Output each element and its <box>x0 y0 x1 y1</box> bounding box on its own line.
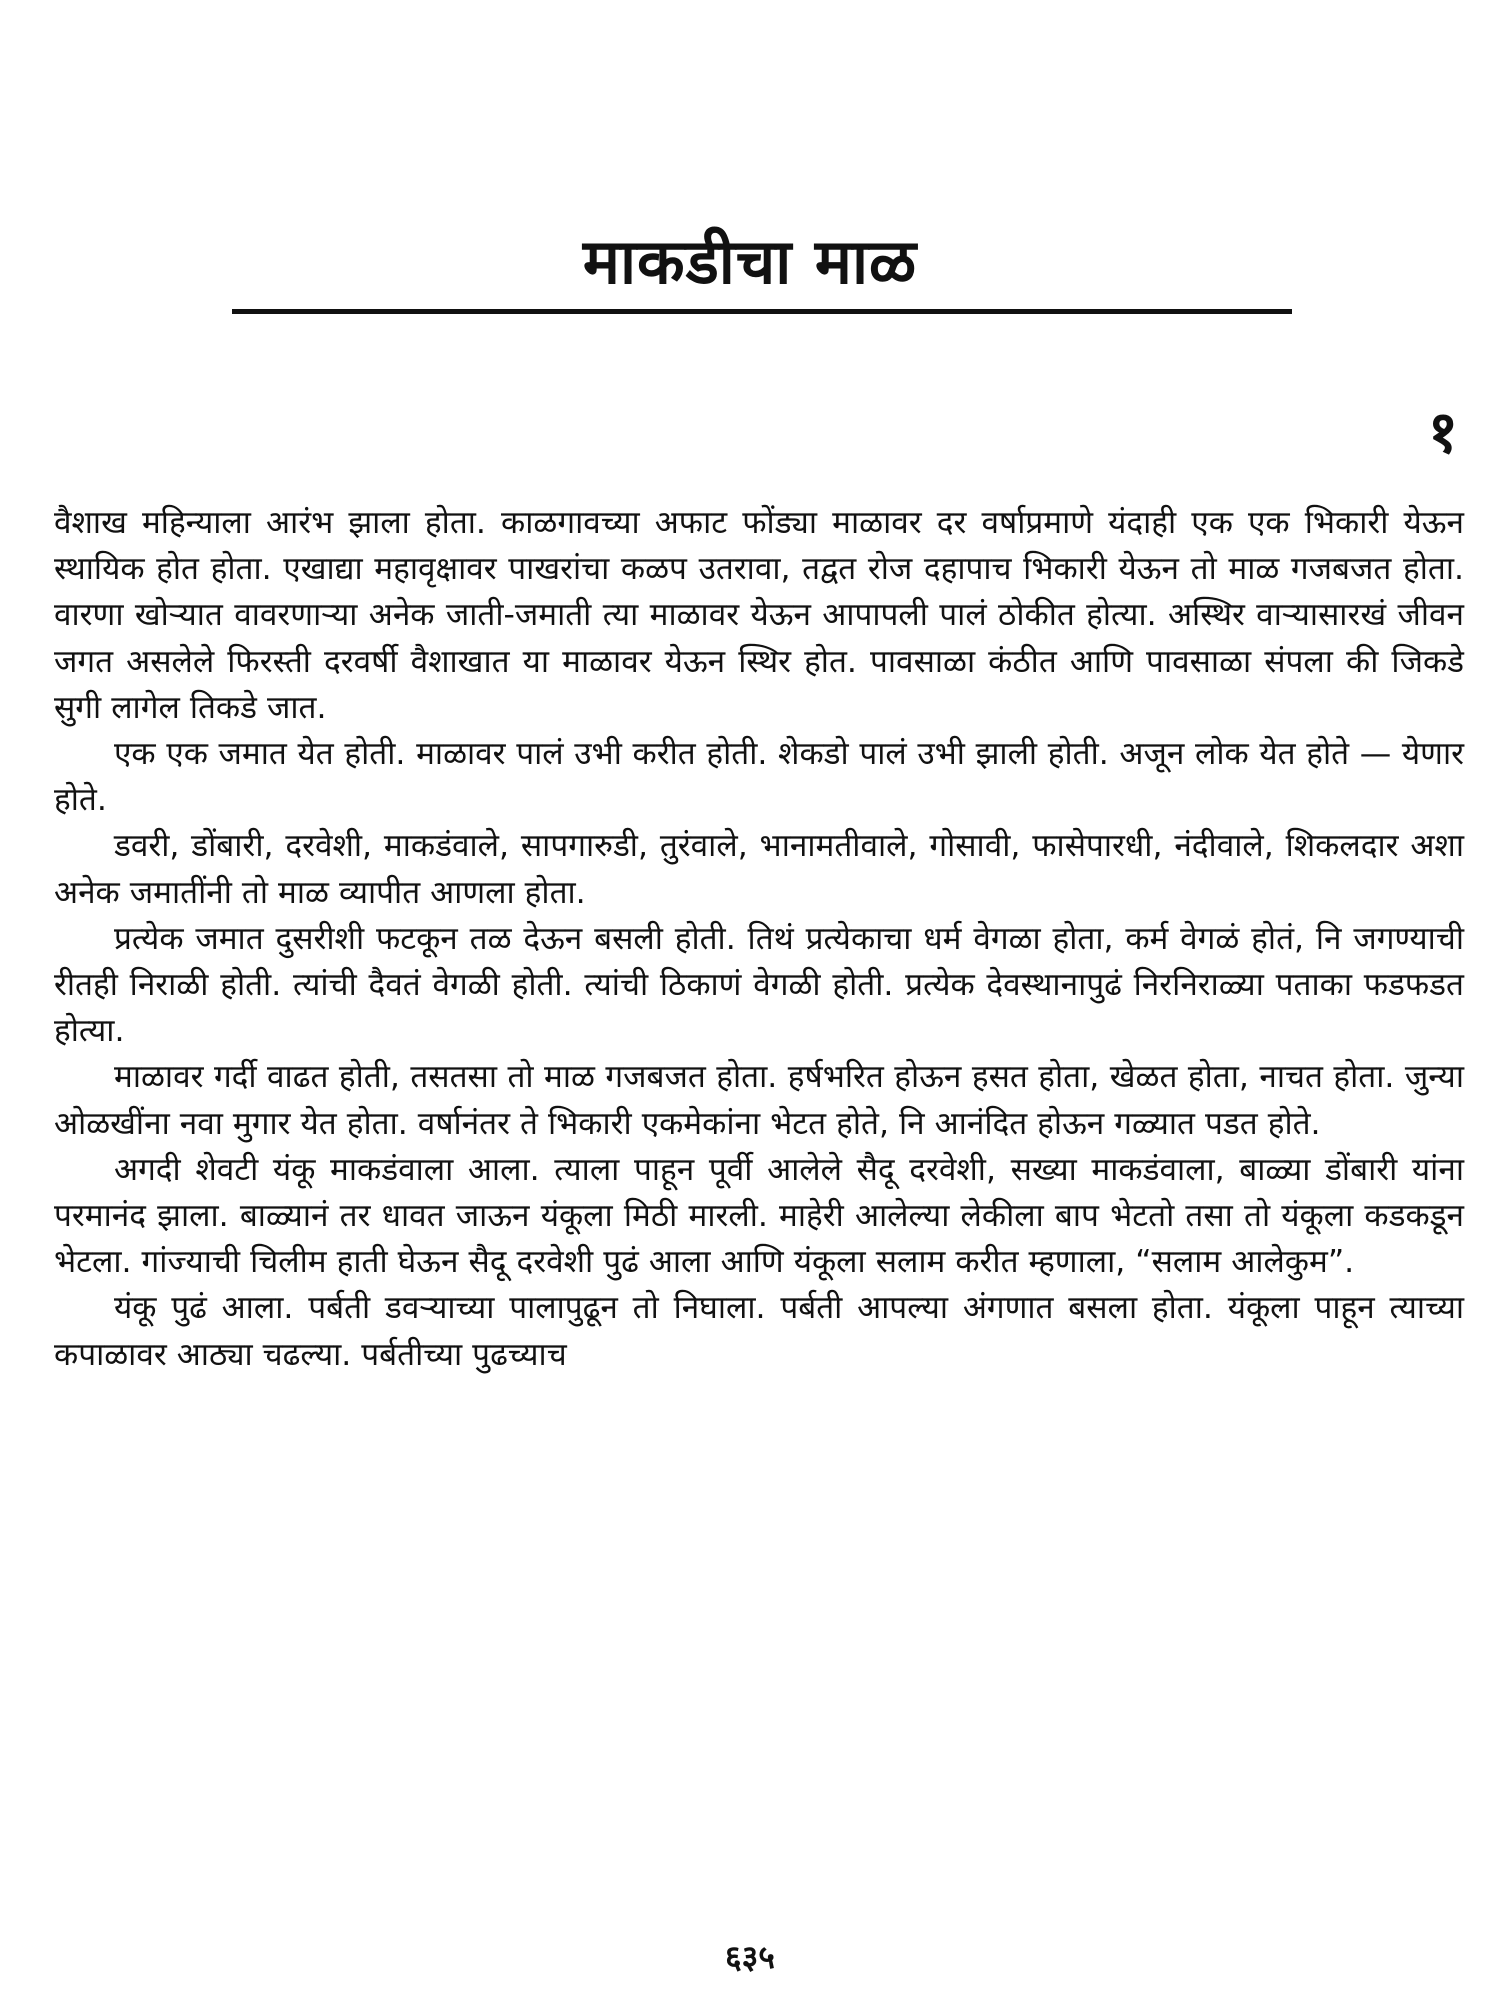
paragraph: माळावर गर्दी वाढत होती, तसतसा तो माळ गजबजत होता. हर्षभरित होऊन हसत होता, खेळत होता, नाचत होता. जुन्या ओळखींना नवा मुगार येत होता. वर्षानंतर ते भिकारी एकमेकांना भेटत होते, नि आनंदित होऊन गळ्यात पडत होते. <box>54 1059 1464 1142</box>
page-number: ६३५ <box>725 1938 775 1976</box>
paragraph: डवरी, डोंबारी, दरवेशी, माकडंवाले, सापगारुडी, तुरंवाले, भानामतीवाले, गोसावी, फासेपारधी, नंदीवाले, शिकलदार अशा अनेक जमातींनी तो माळ व्यापीत आणला होता. <box>54 828 1464 911</box>
section-number: १ <box>1427 398 1458 466</box>
paragraph: यंकू पुढं आला. पर्बती डवऱ्याच्या पालापुढून तो निघाला. पर्बती आपल्या अंगणात बसला होता. यंकूला पाहून त्याच्या कपाळावर आठ्या चढल्या. पर्बतीच्या पुढच्याच <box>54 1290 1464 1373</box>
paragraph: एक एक जमात येत होती. माळावर पालं उभी करीत होती. शेकडो पालं उभी झाली होती. अजून लोक येत होते — येणार होते. <box>54 736 1464 819</box>
chapter-title: माकडीचा माळ <box>582 225 918 298</box>
chapter-body <box>54 500 1464 1378</box>
paragraph: अगदी शेवटी यंकू माकडंवाला आला. त्याला पाहून पूर्वी आलेले सैदू दरवेशी, सख्या माकडंवाला, बाळ्या डोंबारी यांना परमानंद झाला. बाळ्यानं तर धावत जाऊन यंकूला मिठी मारली. माहेरी आलेल्या लेकीला बाप भेटतो तसा तो यंकूला कडकडून भेटला. गांज्याची चिलीम हाती घेऊन सैदू दरवेशी पुढं आला आणि यंकूला सलाम करीत म्हणाला, “सलाम आलेकुम”. <box>54 1151 1464 1281</box>
title-underline-rule <box>232 309 1292 314</box>
paragraph: प्रत्येक जमात दुसरीशी फटकून तळ देऊन बसली होती. तिथं प्रत्येकाचा धर्म वेगळा होता, कर्म वेगळं होतं, नि जगण्याची रीतही निराळी होती. त्यांची दैवतं वेगळी होती. त्यांची ठिकाणं वेगळी होती. प्रत्येक देवस्थानापुढं निरनिराळ्या पताका फडफडत होत्या. <box>54 920 1464 1050</box>
paragraph: वैशाख महिन्याला आरंभ झाला होता. काळगावच्या अफाट फोंड्या माळावर दर वर्षाप्रमाणे यंदाही एक एक भिकारी येऊन स्थायिक होत होता. एखाद्या महावृक्षावर पाखरांचा कळप उतरावा, तद्वत रोज दहापाच भिकारी येऊन तो माळ गजबजत होता. वारणा खोऱ्यात वावरणाऱ्या अनेक जाती-जमाती त्या माळावर येऊन आपापली पालं ठोकीत होत्या. अस्थिर वाऱ्यासारखं जीवन जगत असलेले फिरस्ती दरवर्षी वैशाखात या माळावर येऊन स्थिर होत. पावसाळा कंठीत आणि पावसाळा संपला की जिकडे सुगी लागेल तिकडे जात. <box>54 505 1464 726</box>
